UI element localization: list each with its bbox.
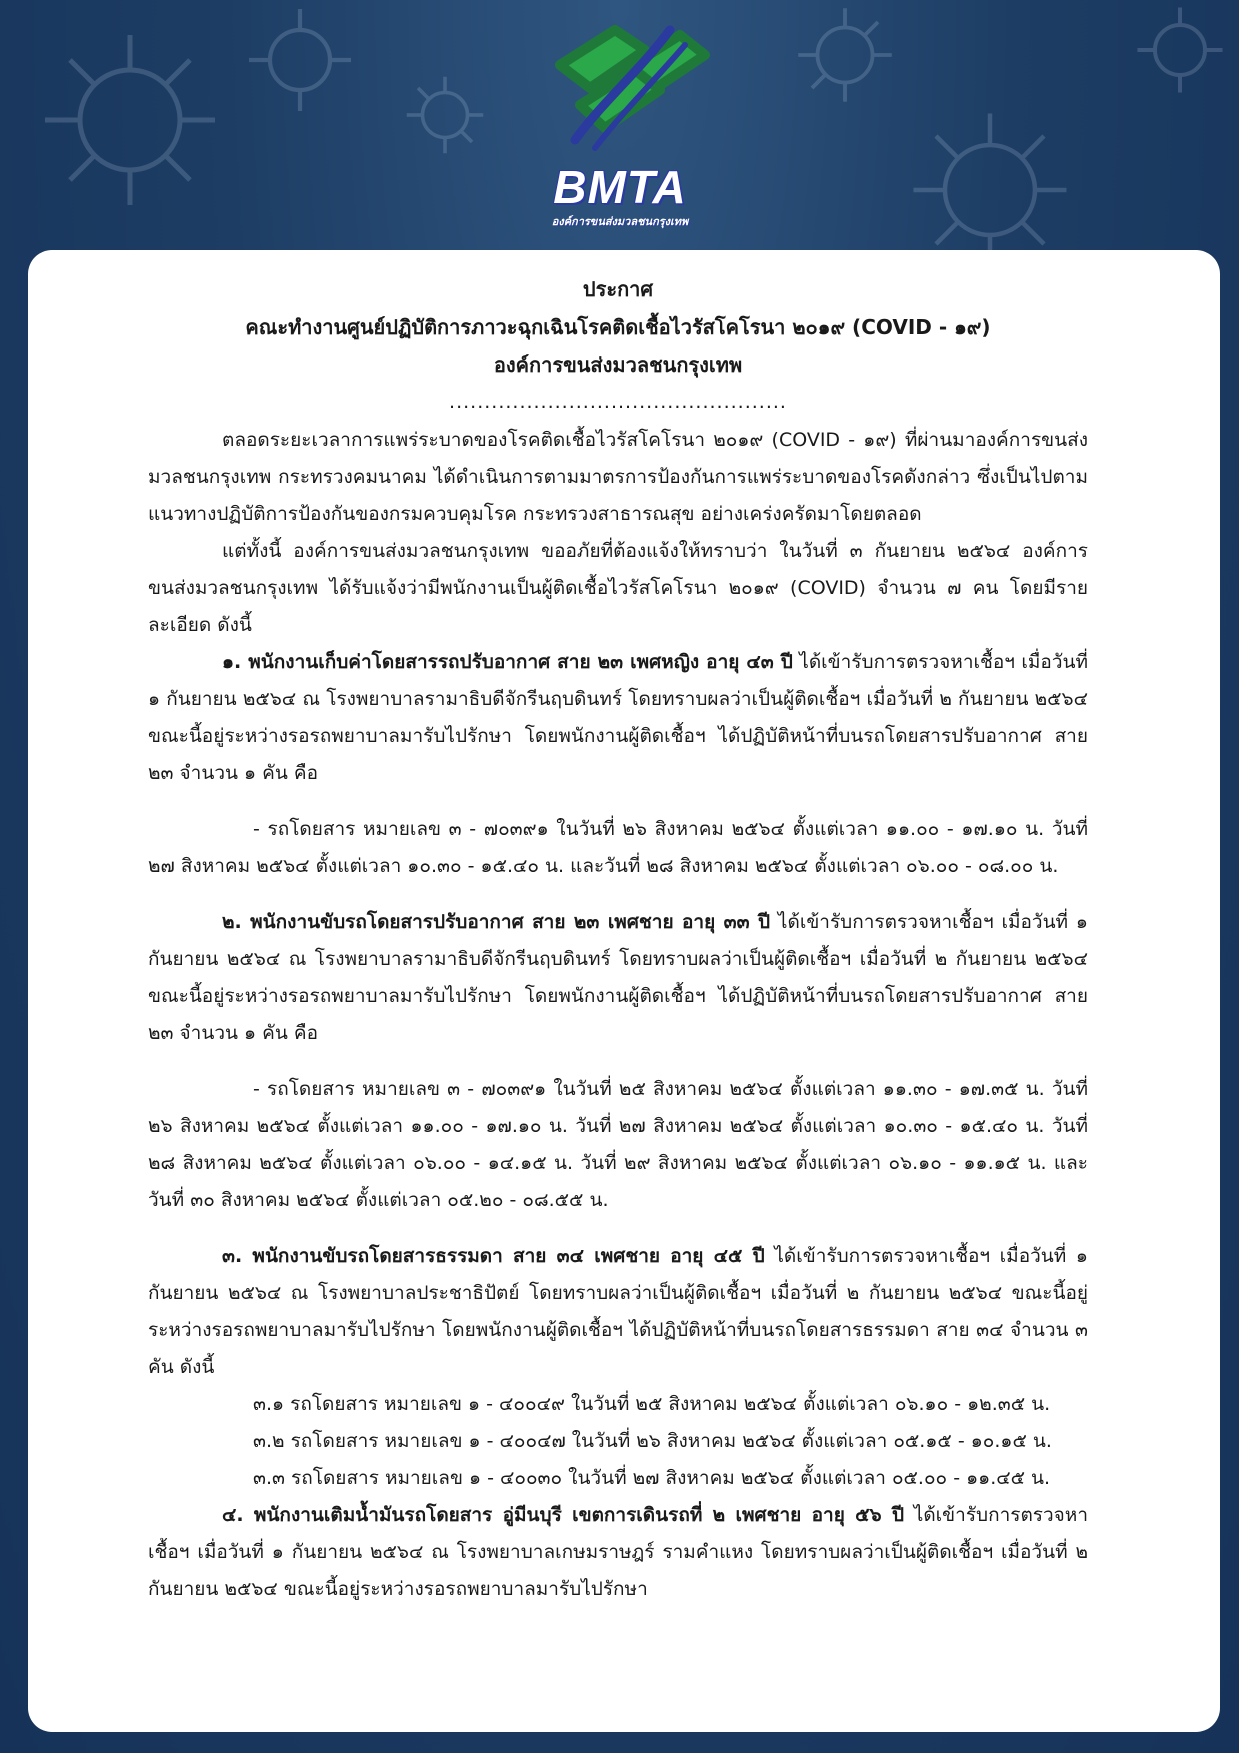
case-detail: - รถโดยสาร หมายเลข ๓ - ๗๐๓๙๑ ในวันที่ ๒๕ สิงหาคม ๒๕๖๔ ตั้งแต่เวลา ๑๑.๓๐ - ๑๗.๓๕ น. วันที่ ๒๖ สิงหาคม ๒๕๖๔ ตั้งแต่เวลา ๑๑.๐๐ - ๑๗.๑๐ น. วันที่ ๒๗ สิงหาคม ๒๕๖๔ ตั้งแต่เวลา ๑๐.๓๐ - ๑๕.๔๐ น. วันที่ ๒๘ สิงหาคม ๒๕๖๔ ตั้งแต่เวลา ๐๖.๐๐ - ๑๔.๑๕ น. วันที่ ๒๙ สิงหาคม ๒๕๖๔ ตั้งแต่เวลา ๐๖.๑๐ - ๑๑.๑๕ น. และวันที่ ๓๐ สิงหาคม ๒๕๖๔ ตั้งแต่เวลา ๐๕.๒๐ - ๐๘.๕๕ น. bbox=[148, 1078, 1088, 1211]
logo-subtitle: องค์การขนส่งมวลชนกรุงเทพ bbox=[551, 215, 689, 228]
announcement-title: ประกาศ bbox=[582, 277, 654, 301]
case-heading: ๒. พนักงานขับรถโดยสารปรับอากาศ สาย ๒๓ เพศชาย อายุ ๓๓ ปี bbox=[222, 911, 771, 933]
case-body: ได้เข้ารับการตรวจหาเชื้อฯ เมื่อวันที่ ๑ กันยายน ๒๕๖๔ ณ โรงพยาบาลรามาธิบดีจักรีนฤบดินทร์ โดยทราบผลว่าเป็นผู้ติดเชื้อฯ เมื่อวันที่ ๒ กันยายน ๒๕๖๔ ขณะนี้อยู่ระหว่างรอรถพยาบาลมารับไปรักษา โดยพนักงานผู้ติดเชื้อฯ ได้ปฏิบัติหน้าที่บนรถโดยสารปรับอากาศ สาย ๒๓ จำนวน ๑ คัน คือ bbox=[148, 651, 1088, 784]
virus-decoration-icon bbox=[790, 0, 900, 110]
virus-decoration-icon bbox=[1130, 0, 1230, 100]
bmta-logo bbox=[520, 10, 720, 228]
case-item-1 bbox=[148, 644, 1088, 792]
virus-decoration-icon bbox=[30, 20, 230, 220]
case-sub-item: ๓.๓ รถโดยสาร หมายเลข ๑ - ๔๐๐๓๐ ในวันที่ ๒๗ สิงหาคม ๒๕๖๔ ตั้งแต่เวลา ๐๕.๐๐ - ๑๑.๔๕ น. bbox=[253, 1467, 1051, 1489]
logo-brand-text: BMTA bbox=[553, 161, 687, 213]
case-item-2 bbox=[148, 904, 1088, 1052]
organization-name: องค์การขนส่งมวลชนกรุงเทพ bbox=[493, 353, 743, 377]
case-item-4 bbox=[148, 1497, 1088, 1608]
case-body: ได้เข้ารับการตรวจหาเชื้อฯ เมื่อวันที่ ๑ กันยายน ๒๕๖๔ ณ โรงพยาบาลรามาธิบดีจักรีนฤบดินทร์ โดยทราบผลว่าเป็นผู้ติดเชื้อฯ เมื่อวันที่ ๒ กันยายน ๒๕๖๔ ขณะนี้อยู่ระหว่างรอรถพยาบาลมารับไปรักษา โดยพนักงานผู้ติดเชื้อฯ ได้ปฏิบัติหน้าที่บนรถโดยสารปรับอากาศ สาย ๒๓ จำนวน ๑ คัน คือ bbox=[148, 911, 1088, 1044]
case-heading: ๔. พนักงานเติมน้ำมันรถโดยสาร อู่มีนบุรี เขตการเดินรถที่ ๒ เพศชาย อายุ ๕๖ ปี bbox=[222, 1504, 905, 1526]
intro-paragraph-2: แต่ทั้งนี้ องค์การขนส่งมวลชนกรุงเทพ ขออภัยที่ต้องแจ้งให้ทราบว่า ในวันที่ ๓ กันยายน ๒๕๖๔ องค์การขนส่งมวลชนกรุงเทพ ได้รับแจ้งว่ามีพนักงานเป็นผู้ติดเชื้อไวรัสโคโรนา ๒๐๑๙ (COVID) จำนวน ๗ คน โดยมีรายละเอียด ดังนี้ bbox=[148, 540, 1088, 636]
virus-decoration-icon bbox=[400, 70, 490, 160]
bmta-logo-mark-icon bbox=[520, 10, 720, 170]
divider: ................................................ bbox=[449, 391, 787, 413]
case-item-3 bbox=[148, 1238, 1088, 1386]
case-sub-item: ๓.๑ รถโดยสาร หมายเลข ๑ - ๔๐๐๔๙ ในวันที่ ๒๕ สิงหาคม ๒๕๖๔ ตั้งแต่เวลา ๐๖.๑๐ - ๑๒.๓๕ น. bbox=[253, 1393, 1051, 1415]
case-heading: ๑. พนักงานเก็บค่าโดยสารรถปรับอากาศ สาย ๒๓ เพศหญิง อายุ ๔๓ ปี bbox=[222, 651, 793, 673]
announcement-content bbox=[148, 270, 1088, 1608]
case-body: ได้เข้ารับการตรวจหาเชื้อฯ เมื่อวันที่ ๑ กันยายน ๒๕๖๔ ณ โรงพยาบาลประชาธิปัตย์ โดยทราบผลว่าเป็นผู้ติดเชื้อฯ เมื่อวันที่ ๒ กันยายน ๒๕๖๔ ขณะนี้อยู่ระหว่างรอรถพยาบาลมารับไปรักษา โดยพนักงานผู้ติดเชื้อฯ ได้ปฏิบัติหน้าที่บนรถโดยสารธรรมดา สาย ๓๔ จำนวน ๓ คัน ดังนี้ bbox=[148, 1245, 1088, 1378]
committee-name: คณะทำงานศูนย์ปฏิบัติการภาวะฉุกเฉินโรคติดเชื้อไวรัสโคโรนา ๒๐๑๙ (COVID - ๑๙) bbox=[245, 315, 991, 339]
case-body: ได้เข้ารับการตรวจหาเชื้อฯ เมื่อวันที่ ๑ กันยายน ๒๕๖๔ ณ โรงพยาบาลเกษมราษฎร์ รามคำแหง โดยทราบผลว่าเป็นผู้ติดเชื้อฯ เมื่อวันที่ ๒ กันยายน ๒๕๖๔ ขณะนี้อยู่ระหว่างรอรถพยาบาลมารับไปรักษา bbox=[148, 1504, 1088, 1600]
case-detail: - รถโดยสาร หมายเลข ๓ - ๗๐๓๙๑ ในวันที่ ๒๖ สิงหาคม ๒๕๖๔ ตั้งแต่เวลา ๑๑.๐๐ - ๑๗.๑๐ น. วันที่ ๒๗ สิงหาคม ๒๕๖๔ ตั้งแต่เวลา ๑๐.๓๐ - ๑๕.๔๐ น. และวันที่ ๒๘ สิงหาคม ๒๕๖๔ ตั้งแต่เวลา ๐๖.๐๐ - ๐๘.๐๐ น. bbox=[148, 818, 1088, 877]
intro-paragraph-1: ตลอดระยะเวลาการแพร่ระบาดของโรคติดเชื้อไวรัสโคโรนา ๒๐๑๙ (COVID - ๑๙) ที่ผ่านมาองค์การขนส่งมวลชนกรุงเทพ กระทรวงคมนาคม ได้ดำเนินการตามมาตรการป้องกันการแพร่ระบาดของโรคดังกล่าว ซึ่งเป็นไปตามแนวทางปฏิบัติการป้องกันของกรมควบคุมโรค กระทรวงสาธารณสุข อย่างเคร่งครัดมาโดยตลอด bbox=[148, 429, 1088, 525]
case-sub-item: ๓.๒ รถโดยสาร หมายเลข ๑ - ๔๐๐๔๗ ในวันที่ ๒๖ สิงหาคม ๒๕๖๔ ตั้งแต่เวลา ๐๕.๑๕ - ๑๐.๑๕ น. bbox=[253, 1430, 1052, 1452]
case-heading: ๓. พนักงานขับรถโดยสารธรรมดา สาย ๓๔ เพศชาย อายุ ๔๕ ปี bbox=[222, 1245, 765, 1267]
virus-decoration-icon bbox=[240, 0, 360, 120]
